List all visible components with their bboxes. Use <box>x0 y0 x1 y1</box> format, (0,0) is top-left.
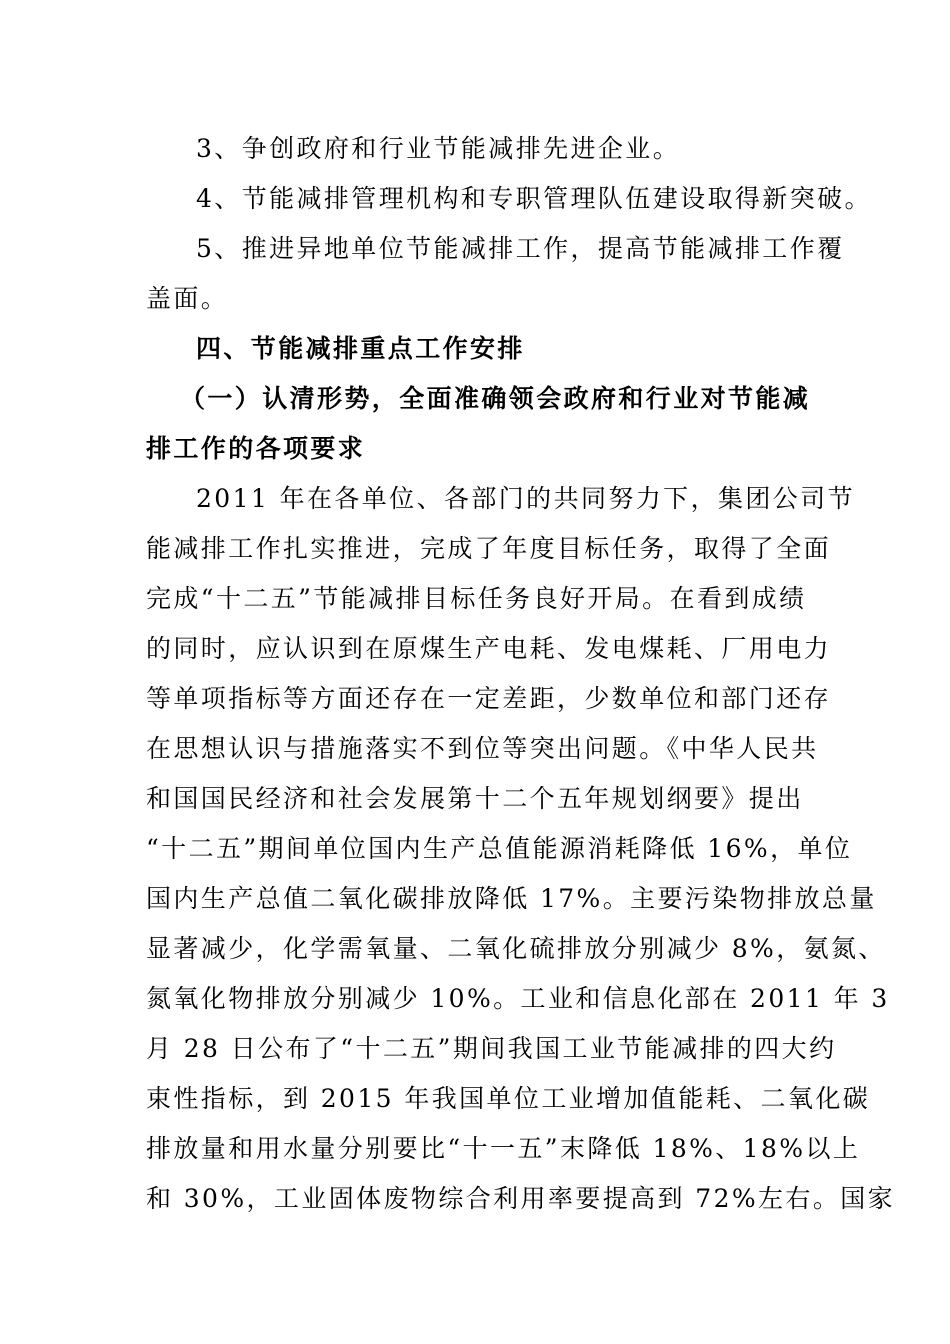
paragraph-line: 能减排工作扎实推进，完成了年度目标任务，取得了全面 <box>146 534 832 563</box>
paragraph-line: 完成“十二五”节能减排目标任务良好开局。在看到成绩 <box>146 584 807 613</box>
paragraph-line: 氮氧化物排放分别减少 10%。工业和信息化部在 2011 年 3 <box>146 984 890 1013</box>
paragraph-line: 束性指标，到 2015 年我国单位工业增加值能耗、二氧化碳 <box>146 1084 871 1113</box>
goal-item-3: 3、争创政府和行业节能减排先进企业。 <box>196 134 681 163</box>
paragraph-line: 等单项指标等方面还存在一定差距，少数单位和部门还存 <box>146 684 832 713</box>
paragraph-line: 国内生产总值二氧化碳排放降低 17%。主要污染物排放总量 <box>146 884 877 913</box>
subsection-heading-continued: 排工作的各项要求 <box>146 434 366 463</box>
paragraph-line: 和国国民经济和社会发展第十二个五年规划纲要》提出 <box>146 784 804 813</box>
goal-item-5: 5、推进异地单位节能减排工作，提高节能减排工作覆 <box>196 234 845 263</box>
paragraph-line: 2011 年在各单位、各部门的共同努力下，集团公司节 <box>196 484 855 513</box>
paragraph-line: 的同时，应认识到在原煤生产电耗、发电煤耗、厂用电力 <box>146 634 832 663</box>
goal-item-4: 4、节能减排管理机构和专职管理队伍建设取得新突破。 <box>196 184 872 213</box>
paragraph-line: 排放量和用水量分别要比“十一五”末降低 18%、18%以上 <box>146 1134 861 1163</box>
goal-item-5-continued: 盖面。 <box>146 284 229 313</box>
paragraph-line: 月 28 日公布了“十二五”期间我国工业节能减排的四大约 <box>146 1034 837 1063</box>
section-heading: 四、节能减排重点工作安排 <box>196 334 525 363</box>
paragraph-line: 在思想认识与措施落实不到位等突出问题。《中华人民共 <box>146 734 819 763</box>
paragraph-line: “十二五”期间单位国内生产总值能源消耗降低 16%，单位 <box>146 834 853 863</box>
paragraph-line: 和 30%，工业固体废物综合利用率要提高到 72%左右。国家 <box>146 1184 896 1213</box>
subsection-heading: （一）认清形势，全面准确领会政府和行业对节能减 <box>180 384 811 413</box>
paragraph-line: 显著减少，化学需氧量、二氧化硫排放分别减少 8%，氨氮、 <box>146 934 886 963</box>
